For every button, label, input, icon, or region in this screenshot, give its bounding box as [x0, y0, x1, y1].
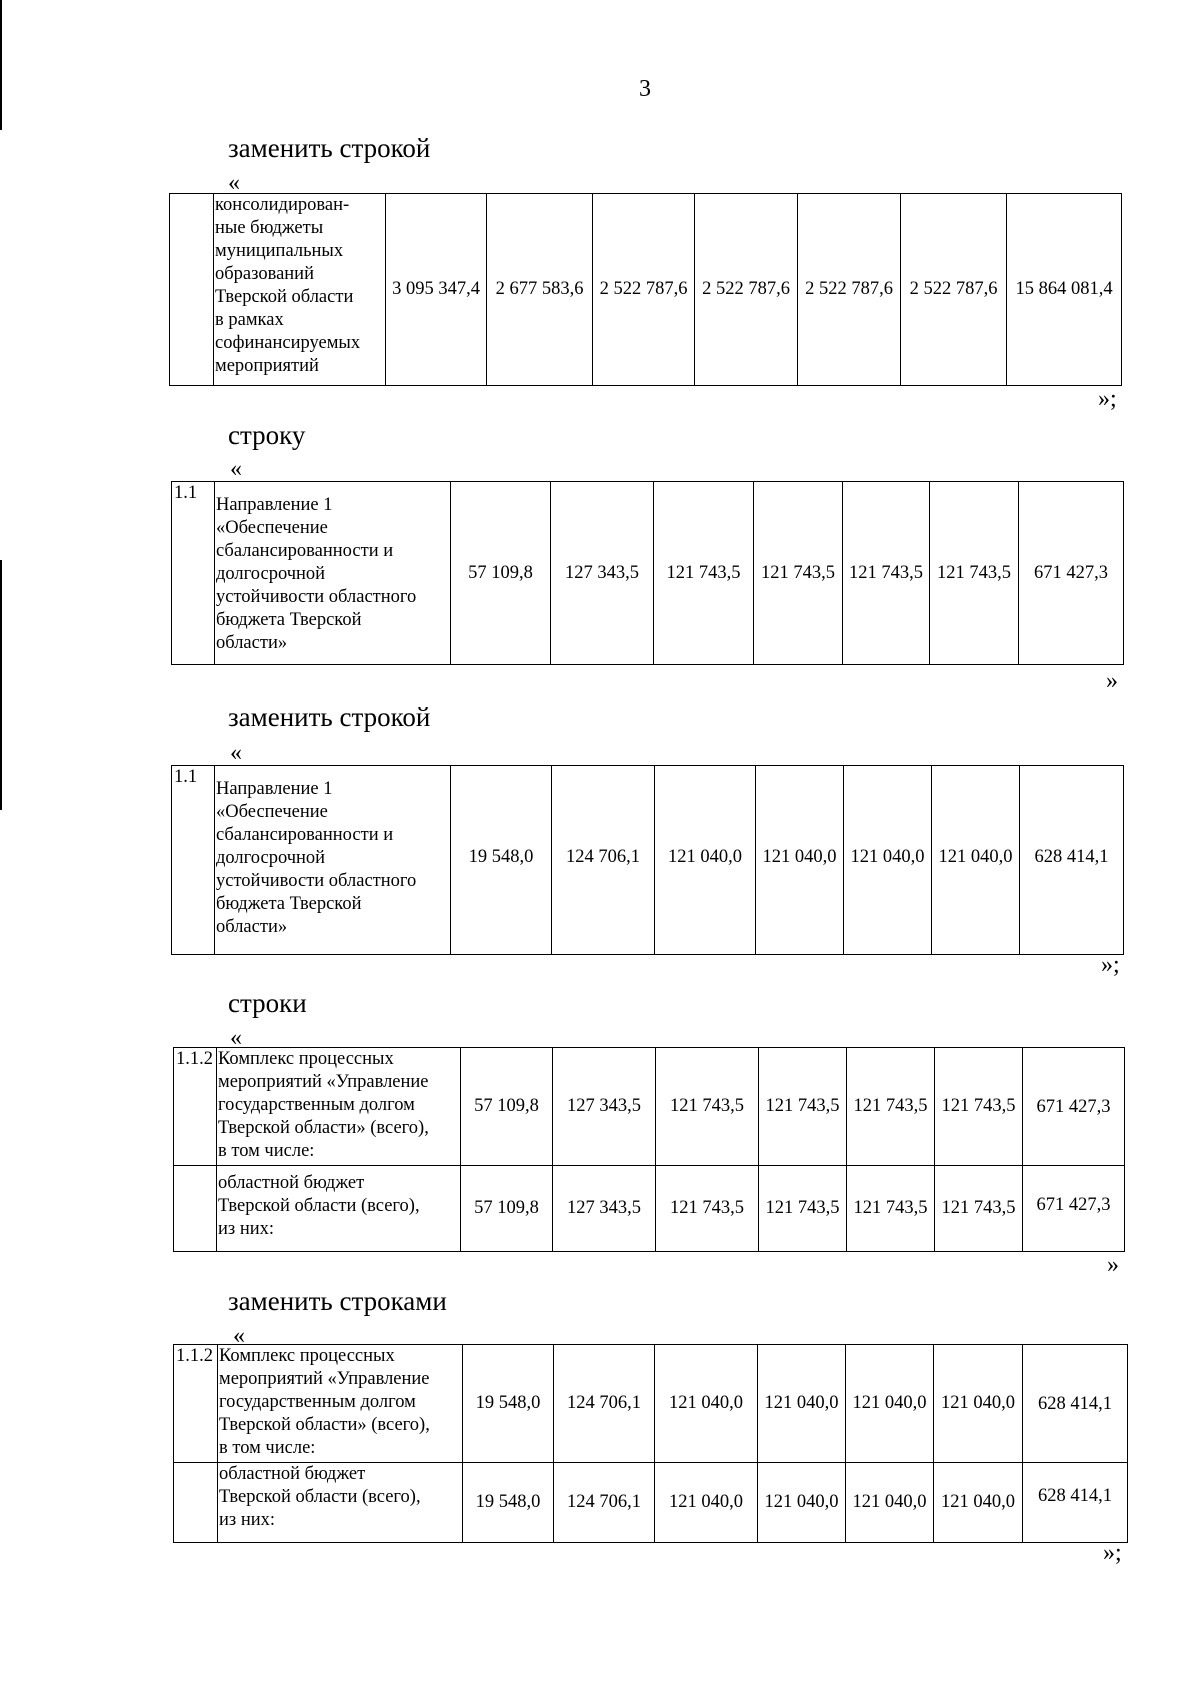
value-cell: 57 109,8 — [461, 1166, 553, 1252]
value-cell: 121 040,0 — [846, 1345, 934, 1463]
row-description: консолидирован- ные бюджеты муниципальных образований Тверской области в рамках софинансируемых мероприятий — [214, 194, 386, 386]
row-description: областной бюджет Тверской области (всего), из них: — [217, 1166, 461, 1252]
value-cell: 2 522 787,6 — [798, 194, 901, 386]
close-quote: » — [1107, 1252, 1119, 1278]
close-quote: » — [1106, 668, 1118, 694]
row-number — [174, 1463, 218, 1543]
value-cell: 124 706,1 — [552, 766, 655, 955]
value-cell: 124 706,1 — [554, 1345, 655, 1463]
scan-left-edge — [0, 0, 2, 130]
value-cell: 57 109,8 — [461, 1048, 553, 1166]
value-cell: 628 414,1 — [1023, 1463, 1128, 1543]
row-description: областной бюджет Тверской области (всего), из них: — [218, 1463, 463, 1543]
budget-table — [173, 1344, 1128, 1543]
row-description: Направление 1 «Обеспечение сбалансированности и долгосрочной устойчивости областного бюджета Тверской области» — [215, 766, 451, 955]
close-quote: »; — [1103, 1540, 1122, 1566]
value-cell: 121 040,0 — [934, 1345, 1023, 1463]
value-cell: 121 040,0 — [758, 1463, 846, 1543]
budget-table — [171, 481, 1124, 665]
table-row — [174, 1463, 1128, 1543]
row-number: 1.1 — [172, 766, 215, 955]
value-cell: 121 743,5 — [847, 1166, 935, 1252]
value-cell: 121 040,0 — [844, 766, 932, 955]
instruction-heading: строки — [228, 988, 307, 1018]
value-cell: 121 040,0 — [655, 1463, 758, 1543]
budget-table — [171, 765, 1124, 955]
value-cell: 124 706,1 — [554, 1463, 655, 1543]
value-cell: 2 522 787,6 — [593, 194, 695, 386]
value-cell: 127 343,5 — [553, 1166, 656, 1252]
value-cell: 121 743,5 — [935, 1048, 1023, 1166]
value-cell: 121 743,5 — [935, 1166, 1023, 1252]
value-cell: 121 743,5 — [759, 1048, 847, 1166]
value-cell: 121 040,0 — [756, 766, 844, 955]
open-quote: « — [228, 170, 240, 196]
row-number — [174, 1166, 217, 1252]
row-number: 1.1 — [172, 482, 215, 665]
row-description: Комплекс процессных мероприятий «Управление государственным долгом Тверской области» (всего), в том числе: — [217, 1048, 461, 1166]
value-cell: 121 743,5 — [847, 1048, 935, 1166]
instruction-heading: заменить строкой — [228, 702, 431, 732]
budget-table — [169, 193, 1122, 386]
value-cell: 121 743,5 — [754, 482, 843, 665]
value-cell: 121 040,0 — [846, 1463, 934, 1543]
value-cell: 121 743,5 — [654, 482, 754, 665]
instruction-heading: строку — [228, 420, 306, 450]
value-cell: 3 095 347,4 — [386, 194, 487, 386]
value-cell: 121 040,0 — [932, 766, 1020, 955]
value-cell: 121 743,5 — [930, 482, 1019, 665]
scan-left-edge — [0, 560, 2, 810]
value-cell: 121 743,5 — [759, 1166, 847, 1252]
value-cell: 121 743,5 — [656, 1048, 759, 1166]
close-quote: »; — [1098, 386, 1117, 412]
table-row — [174, 1048, 1125, 1166]
instruction-heading: заменить строками — [228, 1286, 447, 1316]
close-quote: »; — [1101, 952, 1120, 978]
value-cell: 127 343,5 — [553, 1048, 656, 1166]
table-row — [174, 1166, 1125, 1252]
row-description: Направление 1 «Обеспечение сбалансированности и долгосрочной устойчивости областного бюджета Тверской области» — [215, 482, 451, 665]
page-number: 3 — [639, 76, 651, 102]
value-cell: 671 427,3 — [1023, 1166, 1125, 1252]
value-cell: 57 109,8 — [451, 482, 551, 665]
value-cell: 121 040,0 — [655, 766, 756, 955]
row-description: Комплекс процессных мероприятий «Управление государственным долгом Тверской области» (всего), в том числе: — [218, 1345, 463, 1463]
value-cell: 19 548,0 — [451, 766, 552, 955]
table-row — [170, 194, 1122, 386]
value-cell: 19 548,0 — [463, 1345, 554, 1463]
open-quote: « — [230, 740, 242, 766]
open-quote: « — [230, 1025, 242, 1051]
value-cell: 121 040,0 — [655, 1345, 758, 1463]
row-number: 1.1.2 — [174, 1048, 217, 1166]
value-cell: 2 677 583,6 — [487, 194, 593, 386]
row-number: 1.1.2 — [174, 1345, 218, 1463]
table-row — [172, 482, 1124, 665]
open-quote: « — [233, 1323, 245, 1349]
value-cell: 121 040,0 — [758, 1345, 846, 1463]
instruction-heading: заменить строкой — [228, 133, 431, 163]
open-quote: « — [230, 456, 242, 482]
value-cell: 671 427,3 — [1019, 482, 1124, 665]
value-cell: 2 522 787,6 — [901, 194, 1007, 386]
value-cell: 127 343,5 — [551, 482, 654, 665]
value-cell: 15 864 081,4 — [1007, 194, 1122, 386]
value-cell: 628 414,1 — [1020, 766, 1124, 955]
value-cell: 628 414,1 — [1023, 1345, 1128, 1463]
table-row — [172, 766, 1124, 955]
value-cell: 121 743,5 — [843, 482, 930, 665]
value-cell: 121 040,0 — [934, 1463, 1023, 1543]
value-cell: 2 522 787,6 — [695, 194, 798, 386]
value-cell: 121 743,5 — [656, 1166, 759, 1252]
value-cell: 671 427,3 — [1023, 1048, 1125, 1166]
row-number — [170, 194, 214, 386]
value-cell: 19 548,0 — [463, 1463, 554, 1543]
table-row — [174, 1345, 1128, 1463]
budget-table — [173, 1047, 1125, 1252]
